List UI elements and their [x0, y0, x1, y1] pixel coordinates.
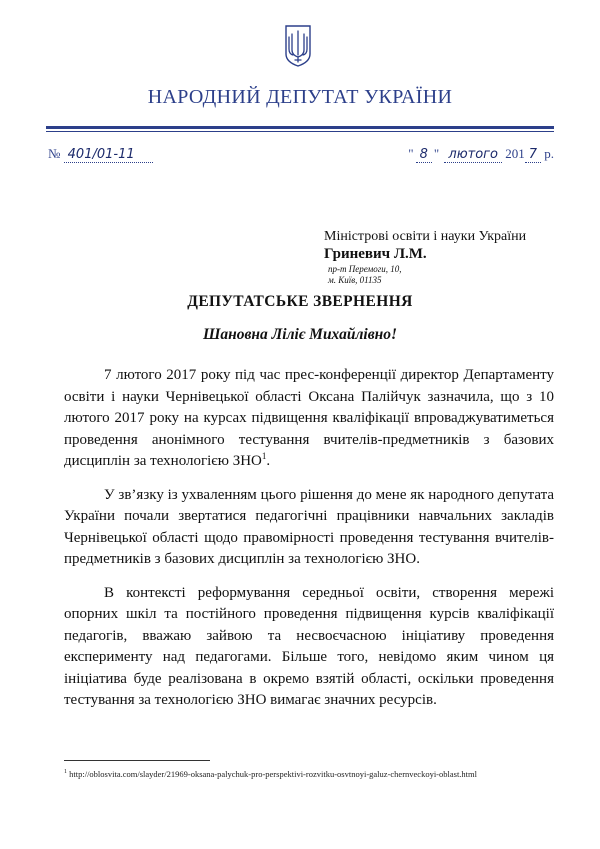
- addressee-name: Гриневич Л.М.: [324, 246, 427, 262]
- paragraph-1-text: 7 лютого 2017 року під час прес-конференції директор Департаменту освіти і науки Чернівецької області Оксана Палійчук зазначила, що з 10 лютого 2017 року на курсах підвищення кваліфікації впроваджуватиметься проведення анонімного тестування вчителів-предметників з базових дисциплін за технологією ЗНО: [64, 367, 554, 469]
- paragraph-1: 7 лютого 2017 року під час прес-конференції директор Департаменту освіти і науки Чернівецької області Оксана Палійчук зазначила, що з 10 лютого 2017 року на курсах підвищення кваліфікації впроваджуватиметься проведення анонімного тестування вчителів-предметників з базових дисциплін за технологією ЗНО$^1$.: [64, 367, 554, 469]
- registration-number: [48, 146, 153, 162]
- number-value: 401/01-11: [64, 147, 153, 163]
- letter-body: [64, 365, 554, 724]
- addressee-street: пр-т Перемоги, 10,: [328, 264, 402, 274]
- date-year-prefix: 201: [505, 146, 525, 161]
- registration-row: [48, 146, 554, 168]
- footnote-marker: 1: [64, 769, 67, 775]
- organization-title: НАРОДНИЙ ДЕПУТАТ УКРАЇНИ: [147, 86, 453, 108]
- salutation: Шановна Ліліє Михайлівно!: [202, 326, 398, 343]
- date-year-suffix: 7: [525, 147, 541, 163]
- registration-date: " 8 " лютого 201 7 р.: [408, 146, 554, 162]
- paragraph-3: В контексті реформування середньої освіти, створення мережі опорних шкіл та постійного проведення підвищення курсів кваліфікації педагогів, вважаю зайвою та несвоєчасною ініціативу проведення експерименту над педагогами. Більше того, невідомо яким чином ця ініціатива буде реалізована в окремо взятій області, оскільки проведення тестування за технологією ЗНО вимагає значних ресурсів.: [64, 584, 554, 708]
- footnote-separator: [64, 760, 210, 761]
- date-month: лютого: [444, 147, 502, 163]
- trident-emblem-icon: [283, 24, 313, 68]
- addressee-block: [324, 228, 564, 286]
- header-rule-thick: [46, 126, 554, 129]
- header-rule-thin: [46, 131, 554, 132]
- paragraph-2: У зв’язку із ухваленням цього рішення до мене як народного депутата України почали звертатися педагогічні працівники навчальних закладів Чернівецької області щодо правомірності проведення тестування вчителів-предметників з базових дисциплін за технологією ЗНО.: [64, 486, 554, 567]
- addressee-position: Міністрові освіти і науки України: [324, 229, 527, 244]
- footnote-link[interactable]: http://oblosvita.com/slayder/21969-oksana-palychuk-pro-perspektivi-rozvitku-osvtnoyi-galuz-chernveckoyi-oblast.html: [69, 768, 478, 779]
- document-title: ДЕПУТАТСЬКЕ ЗВЕРНЕННЯ: [187, 293, 413, 310]
- addressee-city: м. Київ, 01135: [328, 275, 382, 285]
- date-year-unit: р.: [544, 146, 554, 161]
- footnote-reference: 1: [261, 451, 267, 461]
- number-prefix: №: [48, 146, 61, 161]
- footnote: [64, 766, 554, 780]
- date-day: 8: [416, 147, 432, 163]
